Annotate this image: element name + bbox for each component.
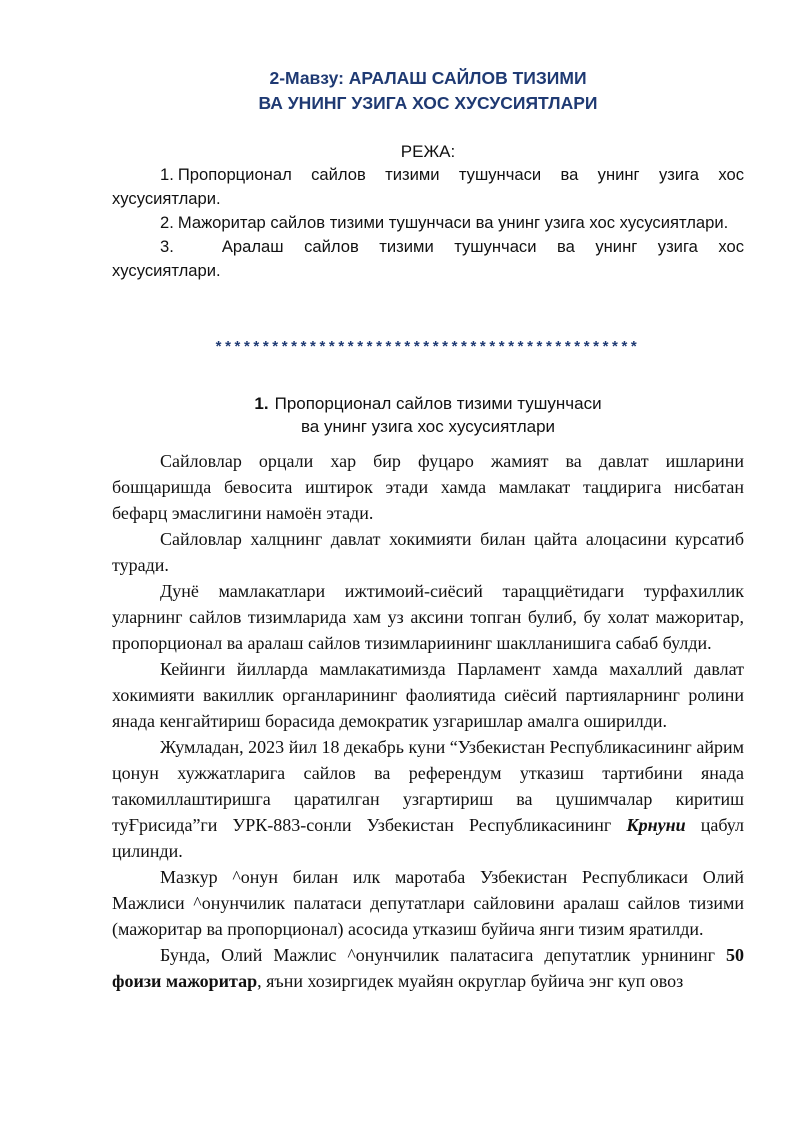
plan-item-number: 1. bbox=[160, 165, 174, 184]
paragraph bbox=[112, 734, 744, 864]
paragraph-text: , яъни хозиргидек муайян округлар буйича энг куп овоз bbox=[257, 971, 684, 991]
section-number: 1. bbox=[254, 394, 269, 413]
star-divider: ********************************************* bbox=[215, 338, 641, 355]
plan-item bbox=[112, 211, 744, 235]
paragraph-text: Жумладан, 2023 йил 18 декабрь куни “Узбекистан Республикасининг айрим цонун хужжатларига сайлов ва референдум утказиш тартибини янада такомиллаштиришга царатилган узгартириш ва цушимчалар киритиш туҒрисида”ги УРК-883-сонли Узбекистан Республикасининг bbox=[112, 737, 744, 835]
paragraph: Кейинги йилларда мамлакатимизда Парламент хамда махаллий давлат хокимияти вакиллик органларининг фаолиятида сиёсий партияларнинг ролини янада кенгайтириш борасида демократик узгаришлар амалга оширилди. bbox=[112, 659, 744, 731]
paragraph: Сайловлар халцнинг давлат хокимияти билан цайта алоцасини курсатиб туради. bbox=[112, 529, 744, 575]
plan-item-text: Аралаш сайлов тизими тушунчаси ва унинг узига хос хусусиятлари. bbox=[112, 237, 744, 280]
emphasis-text: Крнуни bbox=[626, 815, 686, 835]
plan-heading: РЕЖА: bbox=[400, 142, 456, 161]
plan-item-text: Пропорционал сайлов тизими тушунчаси ва унинг узига хос хусусиятлари. bbox=[112, 165, 744, 208]
paragraph: Мазкур ^онун билан илк маротаба Узбекистан Республикаси Олий Мажлиси ^онунчилик палатаси депутатлари сайловини аралаш сайлов тизими (мажоритар ва пропорционал) асосида утказиш буйича янги тизим яратилди. bbox=[112, 867, 744, 939]
paragraph-text: цабул цилинди. bbox=[112, 815, 744, 861]
body-text bbox=[112, 448, 744, 994]
paragraph: Дунё мамлакатлари ижтимоий-сиёсий тарацциётидаги турфахиллик уларнинг сайлов тизимларида хам уз аксини топган булиб, бу холат мажоритар, пропорционал ва аралаш сайлов тизимлариининг шаклланишига сабаб булди. bbox=[112, 581, 744, 653]
title-line-1: 2-Мавзу: АРАЛАШ САЙЛОВ ТИЗИМИ bbox=[269, 68, 587, 88]
plan-item bbox=[112, 163, 744, 211]
plan-item-number: 3. bbox=[160, 237, 174, 256]
plan-item-number: 2. bbox=[160, 213, 174, 232]
plan-list bbox=[112, 163, 744, 283]
paragraph: Сайловлар орцали хар бир фуцаро жамият ва давлат ишларини бошцаришда бевосита иштирок этади хамда мамлакат тацдирига нисбатан бефарц эмаслигини намоён этади. bbox=[112, 451, 744, 523]
section-title-line-1: Пропорционал сайлов тизими тушунчаси bbox=[274, 394, 602, 413]
page-title bbox=[110, 66, 746, 116]
plan-item-text: Мажоритар сайлов тизими тушунчаси ва унинг узига хос хусусиятлари. bbox=[177, 213, 729, 232]
section-title-line-2: ва унинг узига хос хусусиятлари bbox=[300, 417, 556, 436]
section-heading bbox=[110, 392, 746, 438]
bold-text: 50 фоизи мажоритар bbox=[112, 945, 744, 991]
paragraph-text: Бунда, Олий Мажлис ^онунчилик палатасига депутатлик урнининг bbox=[160, 945, 726, 965]
plan-item bbox=[112, 235, 744, 283]
title-line-2: ВА УНИНГ УЗИГА ХОС ХУСУСИЯТЛАРИ bbox=[258, 93, 598, 113]
paragraph bbox=[112, 942, 744, 994]
